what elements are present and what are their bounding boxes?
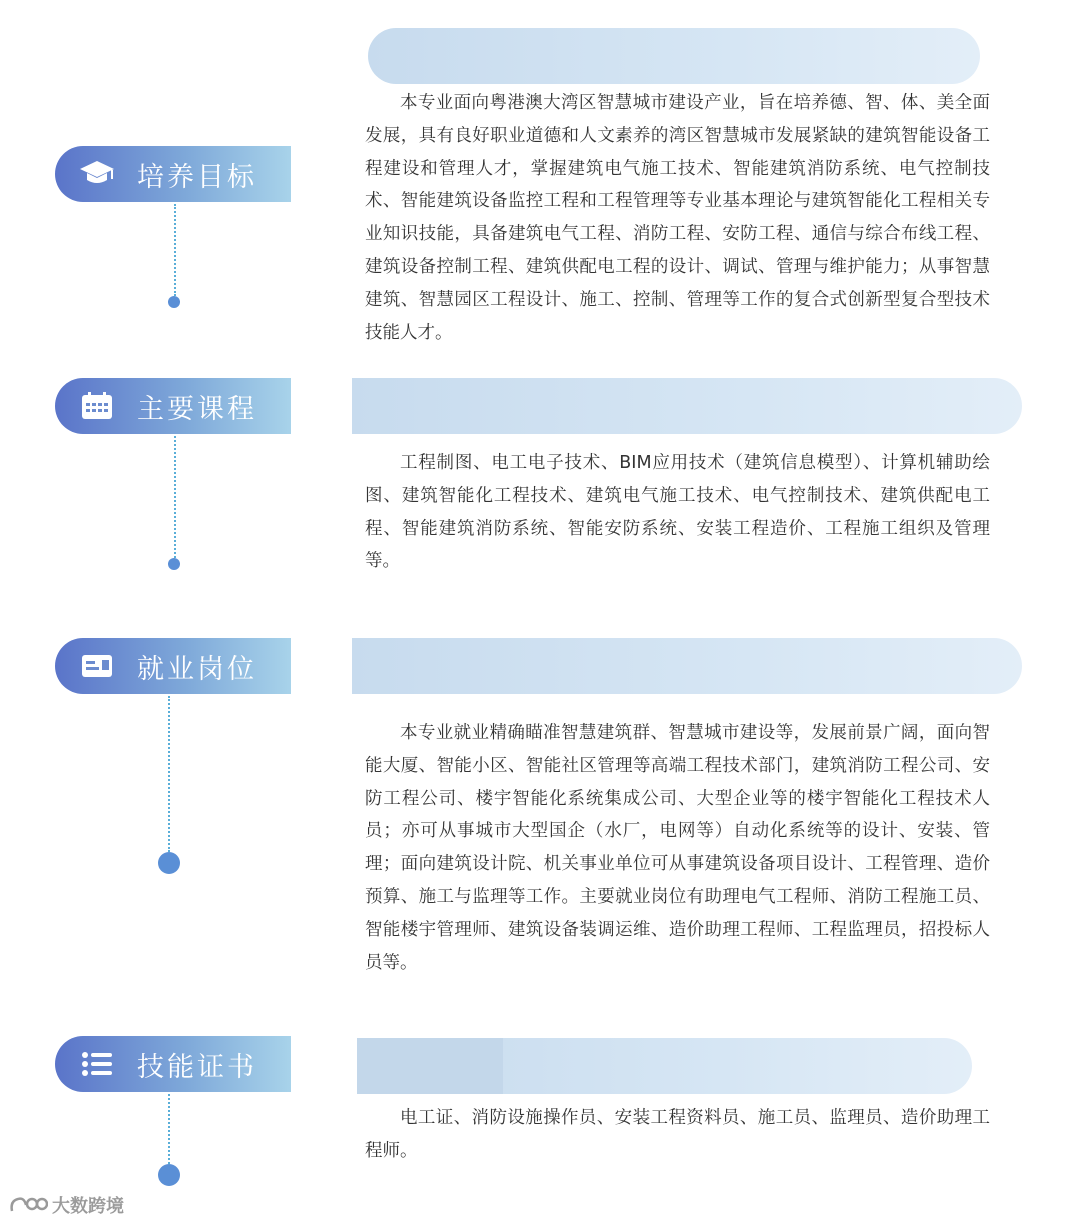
section-4-dot [158,1164,180,1186]
section-2-title: 主要课程 [137,393,257,425]
section-4-header-band-accent [357,1038,503,1094]
section-1-connector [174,204,176,296]
watermark-logo-icon [8,1193,48,1217]
section-4-body: 电工证、消防设施操作员、安装工程资料员、施工员、监理员、造价助理工程师。 [365,1108,990,1161]
graduation-cap-icon [79,158,115,190]
section-1-dot [168,296,180,308]
section-2-header-band [352,378,1022,434]
watermark [8,1192,124,1218]
section-1-body: 本专业面向粤港澳大湾区智慧城市建设产业，旨在培养德、智、体、美全面发展，具有良好职业道德和人文素养的湾区智慧城市发展紧缺的建筑智能设备工程建设和管理人才，掌握建筑电气施工技术、智能建筑消防系统、电气控制技术、智能建筑设备监控工程和工程管理等专业基本理论与建筑智能化工程相关专业知识技能，具备建筑电气工程、消防工程、安防工程、通信与综合布线工程、建筑设备控制工程、建筑供配电工程的设计、调试、管理与维护能力；从事智慧建筑、智慧园区工程设计、施工、控制、管理等工作的复合式创新型复合型技术技能人才。 [365,93,990,343]
watermark-text: 大数跨境 [52,1196,124,1217]
section-3-title: 就业岗位 [137,653,257,685]
section-3-header-band [352,638,1022,694]
section-3-connector [168,696,170,852]
section-3-dot [158,852,180,874]
calendar-icon [79,390,115,422]
id-card-icon [79,650,115,682]
list-icon [79,1048,115,1080]
section-2-connector [174,436,176,558]
section-3-body: 本专业就业精确瞄准智慧建筑群、智慧城市建设等，发展前景广阔，面向智能大厦、智能小区、智能社区管理等高端工程技术部门，建筑消防工程公司、安防工程公司、楼宇智能化系统集成公司、大型企业等的楼宇智能化工程技术人员；亦可从事城市大型国企（水厂，电网等）自动化系统等的设计、安装、管理；面向建筑设计院、机关事业单位可从事建筑设备项目设计、工程管理、造价预算、施工与监理等工作。主要就业岗位有助理电气工程师、消防工程施工员、智能楼宇管理师、建筑设备装调运维、造价助理工程师、工程监理员，招投标人员等。 [365,723,990,973]
section-2-dot [168,558,180,570]
section-4-connector [168,1094,170,1164]
section-1-header-band [368,28,980,84]
section-4-title: 技能证书 [137,1051,257,1083]
section-4-title-pill [55,1036,291,1092]
section-2-body: 工程制图、电工电子技术、BIM应用技术（建筑信息模型）、计算机辅助绘图、建筑智能化工程技术、建筑电气施工技术、电气控制技术、建筑供配电工程、智能建筑消防系统、智能安防系统、安装工程造价、工程施工组织及管理等。 [365,453,990,572]
section-1-title: 培养目标 [137,161,257,193]
section-2-title-pill [55,378,291,434]
section-1-title-pill [55,146,291,202]
section-3-title-pill [55,638,291,694]
